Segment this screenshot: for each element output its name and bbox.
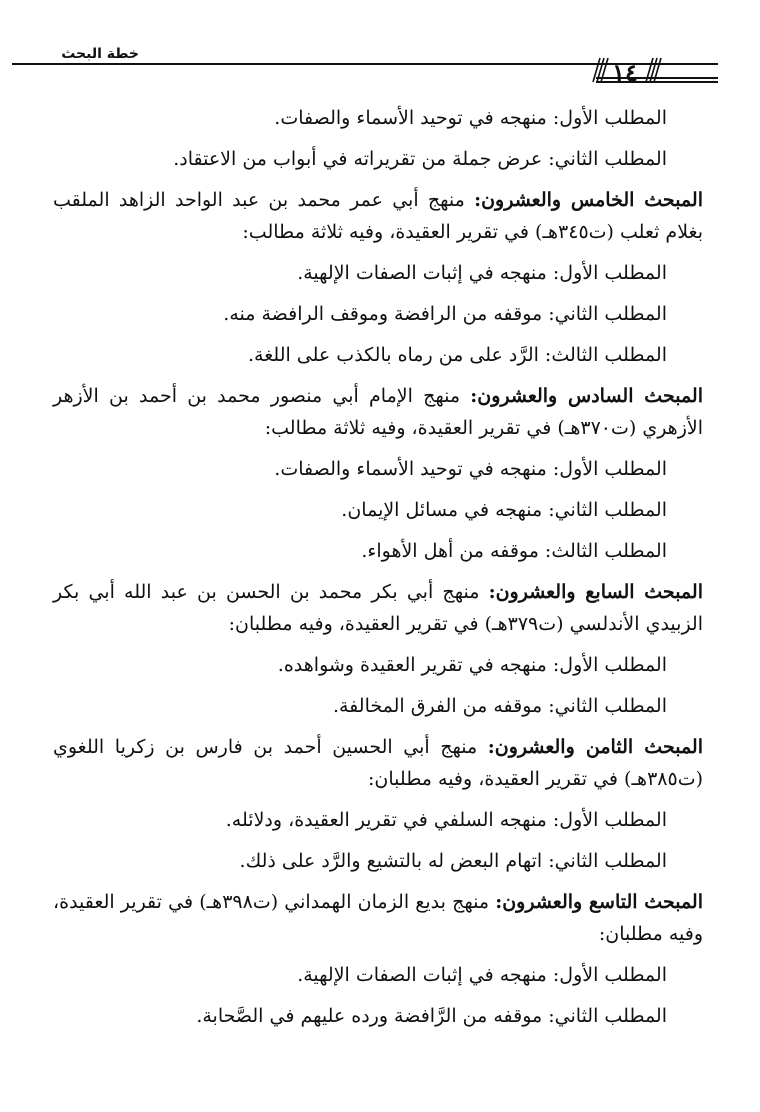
section-line: المطلب الثاني: موقفه من الفرق المخالفة. bbox=[332, 695, 667, 717]
chapter-entry bbox=[53, 380, 703, 444]
outline-body bbox=[53, 102, 703, 1041]
section-line: المطلب الأول: منهجه في إثبات الصفات الإلهية. bbox=[297, 964, 667, 986]
chapter-entry bbox=[53, 886, 703, 950]
section-line: المطلب الأول: منهجه في توحيد الأسماء والصفات. bbox=[274, 107, 667, 129]
chapter-heading: المبحث السابع والعشرون: bbox=[488, 581, 703, 603]
section-line: المطلب الثالث: موقفه من أهل الأهواء. bbox=[361, 540, 667, 562]
chapter-heading: المبحث الثامن والعشرون: bbox=[487, 736, 703, 758]
chapter-entry bbox=[53, 576, 703, 640]
page-number: ١٤ bbox=[612, 58, 638, 87]
section-line: المطلب الثاني: موقفه من الرافضة وموقف الرافضة منه. bbox=[223, 303, 667, 325]
header-title: خطة البحث bbox=[61, 46, 139, 62]
chapter-description: منهج أبي الحسين أحمد بن فارس بن زكريا اللغوي (ت٣٨٥هـ) في تقرير العقيدة، وفيه مطلبان: bbox=[53, 736, 703, 790]
section-line: المطلب الثاني: منهجه في مسائل الإيمان. bbox=[341, 499, 667, 521]
section-line: المطلب الأول: منهجه في توحيد الأسماء والصفات. bbox=[274, 458, 667, 480]
chapter-entry bbox=[53, 731, 703, 795]
section-line: المطلب الثالث: الرَّد على من رماه بالكذب على اللغة. bbox=[248, 344, 667, 366]
running-header bbox=[0, 44, 760, 94]
section-line: المطلب الثاني: اتهام البعض له بالتشيع والرَّد على ذلك. bbox=[239, 850, 667, 872]
chapter-description: منهج أبي عمر محمد بن عبد الواحد الزاهد الملقب بغلام ثعلب (ت٣٤٥هـ) في تقرير العقيدة، وفيه ثلاثة مطالب: bbox=[53, 189, 703, 243]
chapter-description: منهج الإمام أبي منصور محمد بن أحمد بن الأزهر الأزهري (ت٣٧٠هـ) في تقرير العقيدة، وفيه ثلاثة مطالب: bbox=[53, 385, 703, 439]
section-line: المطلب الأول: منهجه في تقرير العقيدة وشواهده. bbox=[277, 654, 667, 676]
section-line: المطلب الأول: منهجه السلفي في تقرير العقيدة، ودلائله. bbox=[225, 809, 667, 831]
section-line: المطلب الثاني: موقفه من الرَّافضة ورده عليهم في الصَّحابة. bbox=[196, 1005, 667, 1027]
chapter-description: منهج أبي بكر محمد بن الحسن بن عبد الله أبي بكر الزبيدي الأندلسي (ت٣٧٩هـ) في تقرير العقيدة، وفيه مطلبان: bbox=[53, 581, 703, 635]
chapter-entry bbox=[53, 184, 703, 248]
chapter-heading: المبحث السادس والعشرون: bbox=[470, 385, 703, 407]
chapter-description: منهج بديع الزمان الهمداني (ت٣٩٨هـ) في تقرير العقيدة، وفيه مطلبان: bbox=[53, 891, 703, 945]
section-line: المطلب الثاني: عرض جملة من تقريراته في أبواب من الاعتقاد. bbox=[173, 148, 667, 170]
chapter-heading: المبحث التاسع والعشرون: bbox=[495, 891, 703, 913]
section-line: المطلب الأول: منهجه في إثبات الصفات الإلهية. bbox=[297, 262, 667, 284]
chapter-heading: المبحث الخامس والعشرون: bbox=[474, 189, 703, 211]
